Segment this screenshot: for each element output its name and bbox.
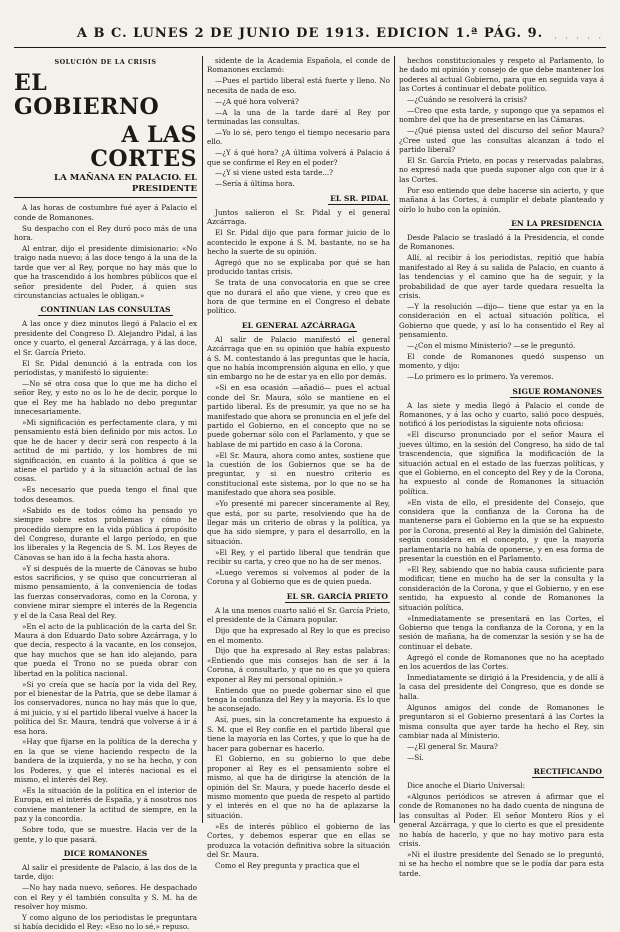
section-heading-text: EL SR. GARCÍA PRIETO (286, 591, 388, 601)
article-paragraph: »En el acto de la publicación de la carta del Sr. Maura á don Eduardo Dato sobre Azcárraga, y lo que decía, respecto á la vacante, en los consejos, que hay muchos que se han ido alejando, para que pueda el Trono no se pueda obrar con libertad en la política nacional. (14, 621, 197, 678)
article-paragraph: »Sabido es de todos cómo ha pensado yo siempre sobre estos problemas y cómo he procedido siempre en la vida pública á propósito del Congreso, durante el largo período, en que los liberales y la Regencia de S. M. Los Reyes de Cánovas se han ido á la fecha hasta ahora. (14, 505, 197, 562)
article-paragraph: El conde de Romanones quedó suspenso un momento, y dijo: (399, 351, 604, 371)
article-paragraph: »El Rey, y el partido liberal que tendrán que recibir su carta, y creo que no ha de ser menos. (207, 547, 390, 567)
article-paragraph: El Sr. Pidal dijo que para formar juicio de lo acontecido le expone á S. M. bastante, no se ha hecho la suerte de su opinión. (207, 228, 390, 256)
article-paragraph: El Sr. Pidal denunció á la entrada con los periodistas, y manifestó lo siguiente: (14, 358, 197, 377)
article-paragraph: Juntos salieron el Sr. Pidal y el general Azcárraga. (207, 207, 390, 227)
article-paragraph: —A la una de la tarde daré al Rey por terminadas las consultas. (207, 107, 390, 126)
section-heading-text: CONTINUAN LAS CONSULTAS (40, 305, 171, 315)
article-paragraph: Al salir de Palacio manifestó el general Azcárraga que en su opinión que había expuesto á S. M. contestando á las preguntas que le hacía, que no había incomprensión alguna en ello, y que sin embargo no he de estar ya en ello por demás. (207, 334, 390, 382)
article-paragraph: »Luego veremos si volvemos al poder de la Corona y al Gobierno que es de quien pueda. (207, 568, 390, 587)
section-heading (399, 387, 604, 397)
section-heading (207, 321, 390, 331)
article-paragraph: —¿El general Sr. Maura? (407, 741, 498, 751)
article-paragraph: —¿Y si viene usted esta tarde...? (215, 168, 334, 178)
section-note: SOLUCIÓN DE LA CRISIS (54, 58, 157, 66)
article-paragraph: Agregó que no se explicaba por qué se han producido tantas crisis. (207, 257, 390, 277)
article-paragraph: —¿Con el mismo Ministerio? —se le preguntó. (407, 340, 576, 350)
article-paragraph: «Algunos periódicos se atreven á afirmar que el conde de Romanones no ha dado cuenta de ninguna de las consultas al Poder. El señor Montero Ríos y el general Azcárraga, y que lo cierto es que el presidente no había de hacerlo, y que no hay motivo para esta crisis. (399, 792, 604, 849)
article-paragraph: El Gobierno, en su gobierno lo que debe proponer al Rey es el pensamiento sobre el mismo, al que ha de dirigirse la atención de la opinión del Sr. Maura, y puede hacerlo desde el mismo momento que pueda de respeto al partido y el interés en el que no ha de aplazarse la situación. (207, 754, 390, 820)
article-paragraph: »Yo presenté mi parecer sinceramente al Rey, que está, por su parte, resolviendo que ha de llegar más un criterio de obras y la política, ya que ha sido siempre, y para el desarrollo, en la situación. (207, 499, 390, 546)
article-paragraph: El Sr. García Prieto, en pocas y reservadas palabras, no expresó nada que pueda suponer algo con que ir á las Cortes. (399, 156, 604, 184)
section-heading-text: EL GENERAL AZCÁRRAGA (241, 320, 356, 330)
section-heading-text: DICE ROMANONES (63, 848, 148, 858)
article-paragraph: —No sé otra cosa que lo que me ha dicho el señor Rey, y esto no os lo he de decir, porque lo que el Rey me ha hablado no debo preguntar innecesariamente. (14, 378, 197, 417)
article-paragraph: Como el Rey pregunta y practica que el (215, 860, 360, 870)
article-paragraph: »Y si después de la muerte de Cánovas se hubo estos sacrificios, y se quiso que concurrieran al mismo pensamiento, á la conveniencia de todas las fuerzas conservadoras, como en la Corona, y conviene mirar siempre el interés de la Regencia y el de la Casa Real del Rey. (14, 563, 197, 620)
article-paragraph: »El Sr. Maura, ahora como antes, sostiene que la cuestión de los Gobiernos que se ha de preguntar, y si en nuestro criterio es constitucional este sistema, por lo que no se ha manifestado que ahora sea posible. (207, 450, 390, 498)
article-paragraph: —Lo primero es lo primero. Ya veremos. (407, 372, 554, 382)
article-paragraph: Dijo que ha expresado al Rey lo que es preciso en el momento. (207, 626, 390, 645)
article-paragraph: Su despacho con el Rey duró poco más de una hora. (14, 223, 197, 243)
article-paragraph: »Inmediatamente se presentará en las Cortes, el Gobierno que tenga la confianza de la Corona, y en la sesión de mañana, ha de comenzar la sesión y se ha de continuar el debate. (399, 613, 604, 651)
column-divider (202, 56, 203, 823)
section-heading (207, 194, 390, 204)
article-paragraph: »Es la situación de la política en el interior de Europa, en el interés de España, y á nosotros nos conviene mantener la actitud de siempre, en la paz y la concordia. (14, 785, 197, 824)
article-paragraph: —¿Cuándo se resolverá la crisis? (407, 95, 528, 105)
article-paragraph: «El discurso pronunciado por el señor Maura el jueves último, en la sesión del Congreso, ha sido de tal trascendencia, que significa la modificación de la situación actual en el estado de las fuerzas políticas, y que el Gobierno, en el concepto del Rey y de la Corona, ha expuesto al conde de Romanones la situación política. (399, 430, 604, 496)
article-paragraph: Desde Palacio se trasladó á la Presidencia, el conde de Romanones. (399, 233, 604, 252)
article-paragraph: —Y la resolución —dijo— tiene que estar ya en la consideración en el actual situación política, el Gobierno que quede, y así lo ha consentido el Rey al pensamiento. (399, 301, 604, 340)
article-paragraph: Allí, al recibir á los periodistas, repitió que había manifestado al Rey á su salida de Palacio, en cuanto á las tendencias y el camino que ha de seguir, y la probabilidad de que ayer tarde quedara resuelta la crisis. (399, 253, 604, 300)
article-paragraph: »Es necesario que pueda tengo el final que todos deseamos. (14, 485, 197, 504)
article-paragraph: Así, pues, sin la concretamente ha expuesto á S. M. que el Rey confíe en el partido liberal que tiene la mayoría en las Cortes, y que lo que ha de hacer para gobernar es hacerlo. (207, 715, 390, 753)
article-paragraph: »Si en esa ocasión —añadió— pues el actual conde del Sr. Maura, sólo se mantiene en el partido liberal. Es de presumir, ya que no se ha manifestado que ahora se pronuncia en el jefe del partido el Gobierno, en el concepto que no se puede gobernar sólo con el Parlamento, y que se hablase de mi partido en caso á la Corona. (207, 383, 390, 449)
article-paragraph: —Yo lo sé, pero tengo el tiempo necesario para ello. (207, 127, 390, 147)
section-heading-text: SIGUE ROMANONES (512, 386, 602, 396)
section-heading (14, 849, 197, 859)
article-paragraph: hechos constitucionales y respeto al Parlamento, lo he dado mi opinión y consejo de que debe mantener los poderes al actual Gobierno, para que en seguida vaya á las Cortes á continuar el debate político. (399, 56, 604, 94)
subheadline: LA MAÑANA EN PALACIO. EL PRESIDENTE (14, 173, 197, 198)
article-paragraph: »El Rey, sabiendo que no había causa suficiente para modificar, tiene en mucho ha de ser la consulta y la consideración de la Corona, y que el Gobierno, y en ese sentido, ha expuesto al conde de Romanones la situación política. (399, 565, 604, 612)
column-2 (207, 56, 390, 870)
article-paragraph: »Hay que fijarse en la política de la derecha y en la que se viene haciendo respecto de la bandera de la izquierda, y no se ha hecho, y con los Poderes, y que el interés nacional es el mismo, el interés del Rey. (14, 737, 197, 785)
article-paragraph: »En vista de ello, el presidente del Consejo, que considera que la confianza de la Corona ha de mantenerse para el Gobierno en la que se ha expuesto por la Corona, presentó al Rey la dimisión del Gabinete, según considera en el concepto, y que la mayoría parlamentaria no había de oponerse, y en esa forma de presentar la cuestión en el Parlamento. (399, 497, 604, 564)
article-paragraph: —¿Y á qué hora? ¿A última volverá á Palacio á que se confirme el Rey en el poder? (207, 148, 390, 167)
section-heading-text: EL SR. PIDAL (330, 193, 388, 203)
article-paragraph: Inmediatamente se dirigió á la Presidencia, y de allí á la casa del presidente del Congreso, que es donde se halla. (399, 672, 604, 701)
article-paragraph: Y como alguno de los periodistas le preguntara si había decidido el Rey: «Eso no lo sé,» repuso. (14, 912, 197, 932)
article-paragraph: Agregó el conde de Romanones que no ha aceptado en los acuerdos de las Cortes. (399, 652, 604, 672)
section-heading (207, 592, 390, 602)
article-paragraph: sidente de la Academia Española, el conde de Romanones exclamó: (207, 56, 390, 75)
article-paragraph: Entiendo que no puede gobernar sino el que tenga la confianza del Rey y la mayoría. Es lo que he aconsejado. (207, 685, 390, 714)
article-paragraph: —No hay nada nuevo, señores. He despachado con el Rey y él también consulta y S. M. ha de resolver hoy mismo. (14, 883, 197, 912)
article-paragraph: A la una menos cuarto salió el Sr. García Prieto, el presidente de la Cámara popular. (207, 605, 390, 625)
header-marks: · · · · · (554, 34, 604, 43)
section-heading-text: RECTIFICANDO (533, 767, 602, 777)
article-paragraph: Al salir el presidente de Palacio, á las dos de la tarde, dijo: (14, 862, 197, 882)
article-paragraph: »Ni el ilustre presidente del Senado se lo preguntó, ni se ha hecho el nombre que se le podía dar para esta tarde. (399, 849, 604, 878)
section-heading-text: EN LA PRESIDENCIA (511, 219, 602, 228)
article-paragraph: Algunos amigos del conde de Romanones le preguntaron si el Gobierno presentará á las Cortes la misma consulta que ayer tarde ha hecho el Rey, sin cambiar nada al Ministerio. (399, 702, 604, 740)
article-paragraph: Por eso entiendo que debe hacerse sin acierto, y que mañana á las Cortes, á cumplir el debate planteado y oírlo lo hubo con la opinión. (399, 185, 604, 214)
article-paragraph: Dice anoche el Diario Universal: (407, 781, 526, 791)
article-paragraph: »Si yo creía que se hacía por la vida del Rey, por el bienestar de la Patria, que se debe llamar á los conservadores, nunca no hay más que lo que, á mi juicio, y si el partido liberal vuelve á hacer la política del Sr. Maura, tendrá que volverse á ir á esa hora. (14, 679, 197, 736)
article-paragraph: A las horas de costumbre fué ayer á Palacio el conde de Romanones. (14, 203, 197, 222)
headline-gobierno: EL GOBIERNO (14, 70, 160, 121)
article-paragraph: —Sí. (407, 752, 424, 762)
article-paragraph: —Creo que esta tarde, y supongo que ya sepamos el nombre del que ha de presentarse en las Cámaras. (399, 106, 604, 125)
section-heading (399, 767, 604, 777)
article-paragraph: »Mi significación es perfectamente clara, y mi pensamiento está bien definido por mis actos. Lo que he de hacer y decir será con respecto á la actitud de mi partido, y los hombres de mi significación, en cuanto á la política á que se atiene el partido y á la situación actual de las cosas. (14, 418, 197, 484)
article-paragraph: —¿Qué piensa usted del discurso del señor Maura? ¿Cree usted que las consultas alcanzan á todo el partido liberal? (399, 126, 604, 155)
column-divider (394, 56, 395, 823)
article-paragraph: A las siete y media llegó á Palacio el conde de Romanones, y á las ocho y cuarto, salió poco después, notificó á los periodistas la siguiente nota oficiosa: (399, 400, 604, 429)
section-heading (399, 219, 604, 229)
header-title: A B C. LUNES 2 DE JUNIO DE 1913. EDICION 1.ª PÁG. 9. (76, 26, 544, 41)
article-paragraph: Dijo que ha expresado al Rey estas palabras: «Entiendo que mis consejos han de ser á la Corona, á consultarlo, y que no es que yo quiera exponer al Rey mi personal opinión.» (207, 646, 390, 684)
article-paragraph: Al entrar, dijo el presidente dimisionario: «No traigo nada nuevo; á las doce tengo á la una de la tarde que ver al Rey, porque no hay más que lo que ha trascendido á los hombres públicos que el señor presidente del Poder, á quien sus circunstancias actuales le obligan.» (14, 244, 197, 301)
headline-cortes: A LAS CORTES (90, 122, 197, 173)
column-1 (14, 56, 197, 932)
column-3 (399, 56, 604, 878)
article-paragraph: Sobre todo, que se muestre. Hacia ver de la gente, y lo que pasará. (14, 825, 197, 844)
article-paragraph: —Sería á última hora. (215, 179, 295, 189)
header-rule (14, 47, 606, 48)
article-paragraph: »Es de interés público el gobierno de las Cortes, y debemos esperar que en ellas se produzca la votación definitiva sobre la situación del Sr. Maura. (207, 821, 390, 859)
page-header (0, 0, 620, 50)
article-paragraph: Se trata de una convocatoria en que se cree que no durará el año que viene, y creo que es hora de que termine en el Congreso el debate político. (207, 278, 390, 316)
article-paragraph: —Pues el partido liberal está fuerte y lleno. No necesita de nada de eso. (207, 76, 390, 95)
section-heading (14, 305, 197, 315)
article-paragraph: —¿A qué hora volverá? (215, 96, 299, 106)
article-paragraph: A las once y diez minutos llegó á Palacio el ex presidente del Congreso D. Alejandro Pidal, á las once y cuarto, el general Azcárraga, y á las doce, el Sr. García Prieto. (14, 319, 197, 357)
